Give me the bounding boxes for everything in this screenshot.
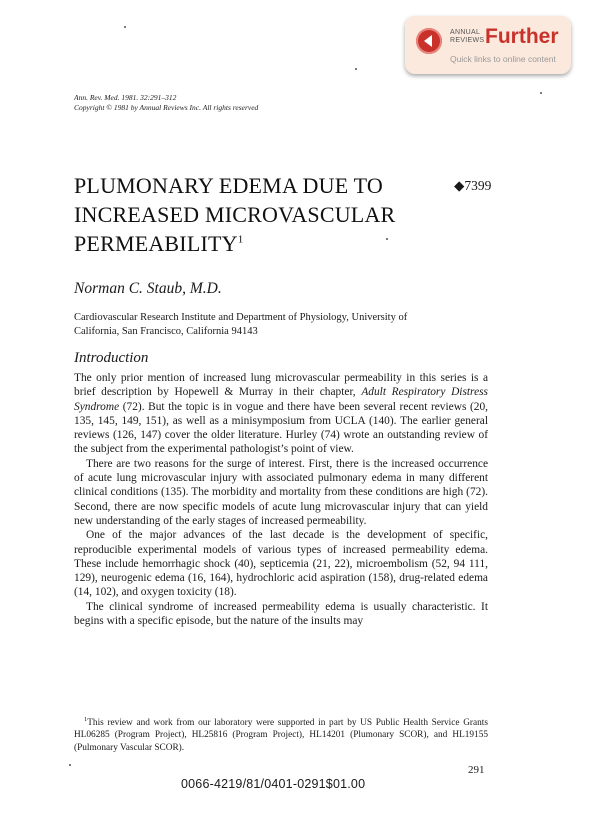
scan-speck [69,764,71,766]
footnote-marker: 1 [84,716,88,723]
citation-line-1: Ann. Rev. Med. 1981. 32:291–312 [74,93,177,102]
further-word: Further [485,25,559,48]
title-line-1: PLUMONARY EDEMA DUE TO [74,173,383,198]
scan-speck [355,68,357,70]
annual-reviews-label: ANNUAL REVIEWS [450,29,485,44]
paragraph-4: The clinical syndrome of increased permeability edema is usually characteristic. It begins with a specific episode, but the nature of the insults may [74,600,488,628]
footnote-text: This review and work from our laboratory were supported in part by US Public Health Service Grants HL06285 (Program Project), HL25816 (Program Project), HL14201 (Plumonary SCOR), and HL19155 (Pulmonary Vascular SCOR). [74,718,488,753]
title-footnote-marker: 1 [237,233,244,246]
paragraph-2: There are two reasons for the surge of interest. First, there is the increased occurrence of acute lung microvascular injury with associated pulmonary edema in many different clinical conditions (135). The morbidity and mortality from these conditions are high (72). Second, there are now specific models of acute lung microvascular injury that can yield new understanding of the early stages of increased permeability. [74,457,488,527]
article-title [74,171,444,258]
body-text [74,371,488,628]
citation-line-2: Copyright © 1981 by Annual Reviews Inc. All rights reserved [74,103,259,112]
issn-line: 0066-4219/81/0401-0291$01.00 [181,777,366,791]
author-affiliation: Cardiovascular Research Institute and Department of Physiology, University of California, San Francisco, California 94143 [74,312,408,337]
title-line-3: PERMEABILITY$^1$ [74,231,244,256]
further-tagline: Quick links to online content [450,54,556,64]
scan-speck [540,92,542,94]
title-line-2: INCREASED MICROVASCULAR [74,202,396,227]
scan-speck [124,26,126,28]
paragraph-3: One of the major advances of the last decade is the development of specific, reproducible experimental models of various types of increased permeability edema. These include hemorrhagic shock (40), septicemia (21, 22), microembolism (52, 94 111, 129), neurogenic edema (16, 164), hydrochloric acid aspiration (158), drug-related edema (14, 102), and oxygen toxicity (18). [74,529,488,599]
footnote [74,714,488,754]
article-number: ◆7399 [454,178,492,193]
section-heading: Introduction [74,350,149,366]
page-number: 291 [468,764,485,776]
scan-speck [386,238,388,240]
citation-block [74,93,258,113]
further-badge[interactable] [405,16,571,74]
paragraph-1: The only prior mention of increased lung microvascular permeability in this series is a brief description by Hopewell & Murray in their chapter, Adult Respiratory Distress Syndrome (72). But the topic is in vogue and there have been several recent reviews (20, 135, 145, 149, 151), as well as a minisymposium from UCLA (140). The earlier general reviews (126, 147) cover the older literature. Hurley (74) wrote an outstanding review of the subject from the experimental pathologist’s point of view. [74,372,488,456]
author-name: Norman C. Staub, M.D. [74,280,222,297]
play-back-arrow-icon[interactable] [416,28,442,54]
